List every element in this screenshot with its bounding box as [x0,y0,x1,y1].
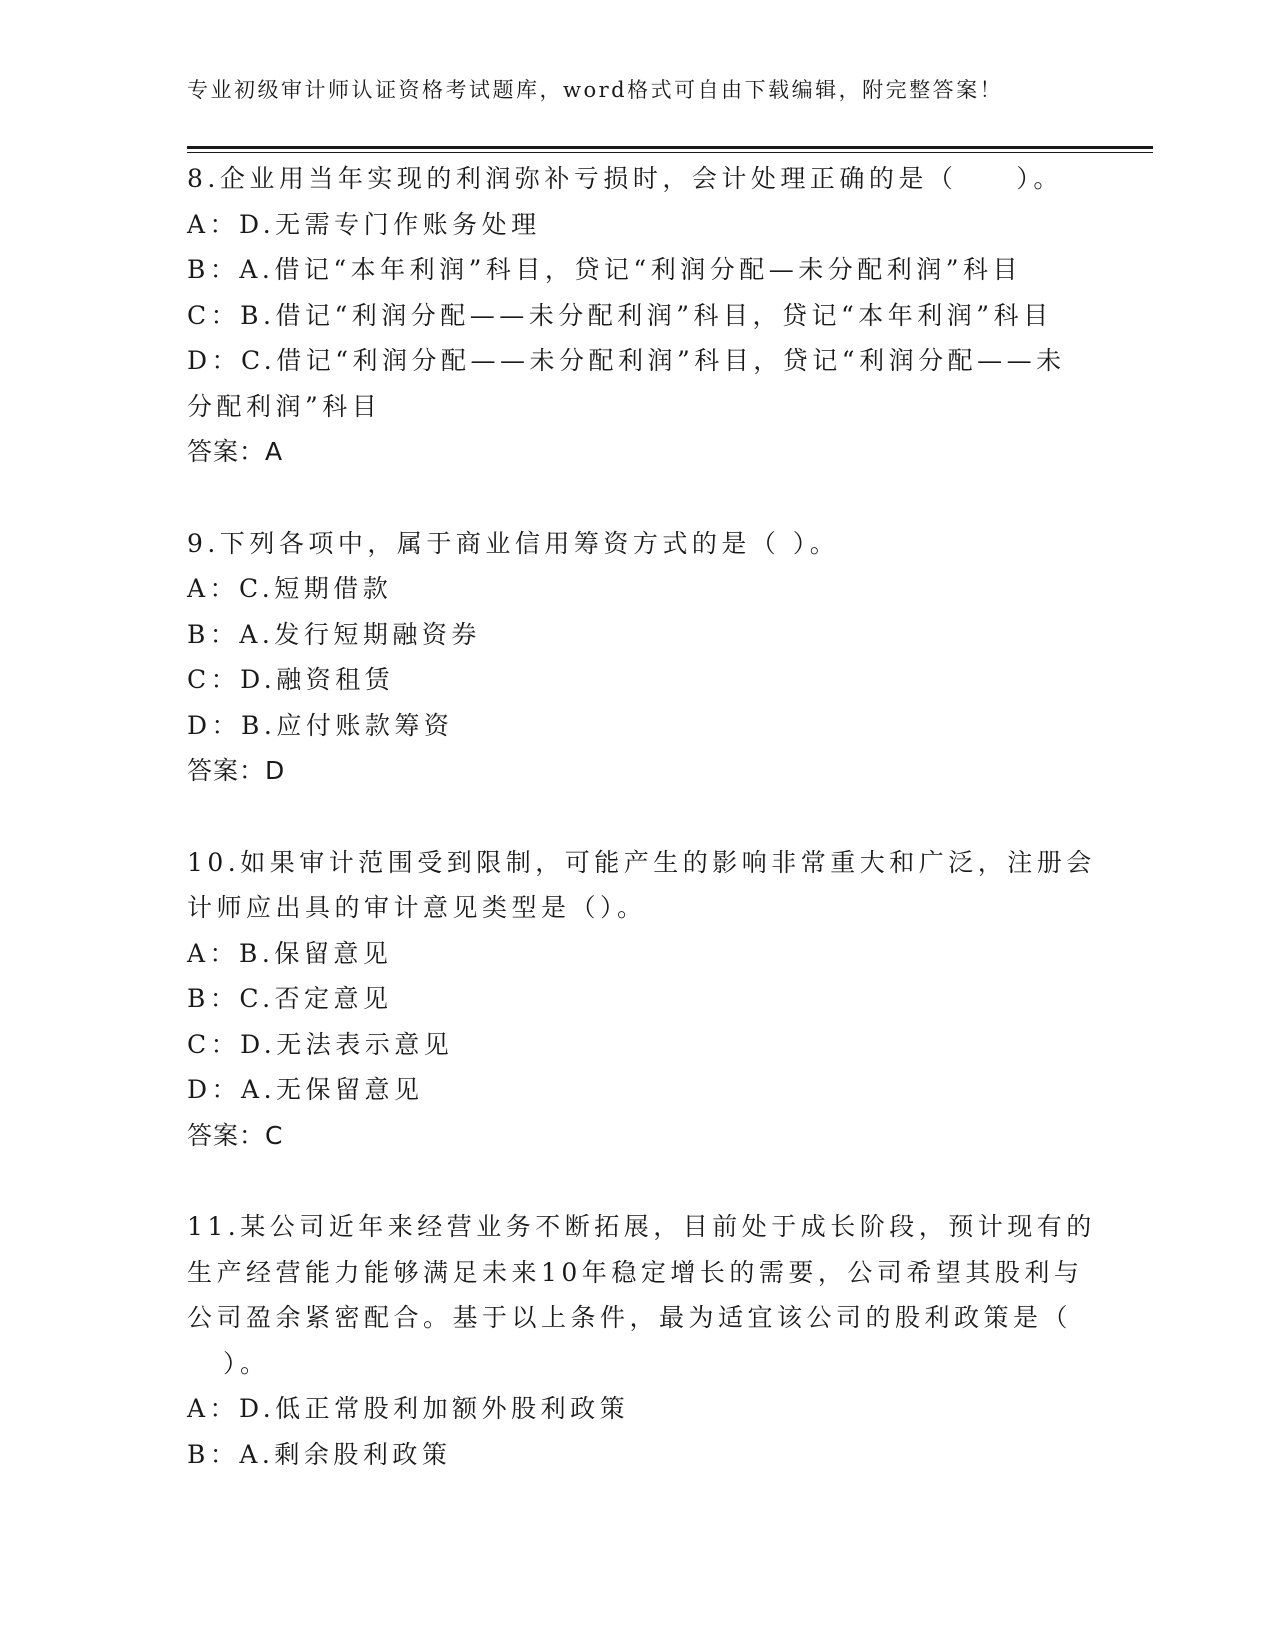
header-rule-thin [187,152,1153,153]
question-10 [187,840,1096,1159]
page-header: 专业初级审计师认证资格考试题库，word格式可自由下载编辑，附完整答案！ [187,78,1004,102]
option-a: A：D.低正常股利加额外股利政策 [187,1394,630,1423]
question-11 [187,1204,1096,1477]
question-stem-line: ）。 [223,1348,270,1378]
question-list [187,156,1096,1523]
answer-line: 答案：D [187,756,286,785]
question-stem-line: 10.如果审计范围受到限制，可能产生的影响非常重大和广泛，注册会 [187,847,1096,877]
question-stem-line: 9.下列各项中，属于商业信用筹资方式的是（ ）。 [187,528,840,558]
question-stem [187,521,1087,567]
question-stem [187,1204,1096,1386]
question-stem-line: 生产经营能力能够满足未来10年稳定增长的需要，公司希望其股利与 [187,1257,1084,1287]
header-rule-thick [187,146,1153,149]
option-d: D：A.无保留意见 [187,1075,424,1104]
question-stem-line: 8.企业用当年实现的利润弥补亏损时，会计处理正确的是（ ）。 [187,164,1063,193]
option-c: C：D.融资租赁 [187,665,395,694]
option-a: A：D.无需专门作账务处理 [187,209,541,239]
question-stem-line: 公司盈余紧密配合。基于以上条件，最为适宜该公司的股利政策是（ [187,1303,1073,1332]
option-b: B：A.剩余股利政策 [187,1439,452,1469]
option-d: D：C.借记“利润分配——未分配利润”科目，贷记“利润分配——未 [187,346,1066,375]
answer-line: 答案：A [187,437,284,466]
option-b: B：A.发行短期融资券 [187,619,481,649]
question-stem-line: 11.某公司近年来经营业务不断拓展，目前处于成长阶段，预计现有的 [187,1212,1096,1241]
question-stem [187,156,1087,202]
question-8 [187,156,1087,475]
option-a: A：B.保留意见 [187,938,393,968]
question-stem [187,840,1096,931]
answer-line: 答案：C [187,1120,284,1150]
option-d: D：B.应付账款筹资 [187,710,454,740]
option-b: B：C.否定意见 [187,984,393,1013]
question-9 [187,521,1087,794]
option-c: C：B.借记“利润分配——未分配利润”科目，贷记“本年利润”科目 [187,300,1053,330]
question-stem-line: 计师应出具的审计意见类型是（）。 [187,893,647,922]
option-b: B：A.借记“本年利润”科目，贷记“利润分配—未分配利润”科目 [187,255,1022,284]
option-d-continued: 分配利润”科目 [187,391,382,421]
option-c: C：D.无法表示意见 [187,1029,454,1059]
option-a: A：C.短期借款 [187,574,393,603]
